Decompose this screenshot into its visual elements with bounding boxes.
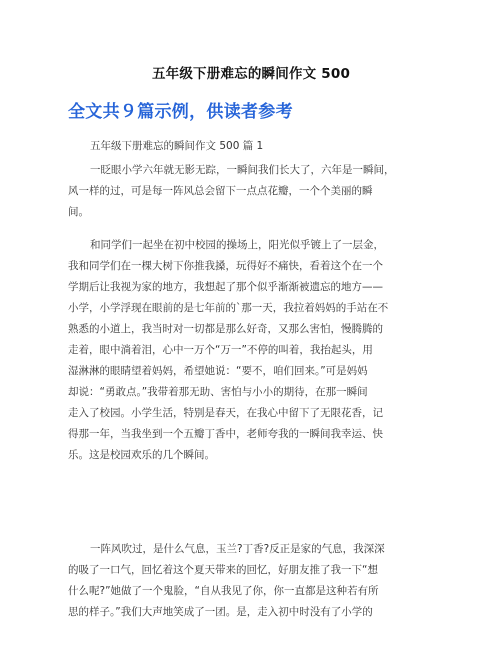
paragraph [68, 539, 440, 623]
paragraph-line: 学期后让我视为家的地方，我想起了那个似乎渐渐被遗忘的地方—— [68, 281, 383, 293]
article-heading: 五年级下册难忘的瞬间作文 500 篇 1 [90, 140, 264, 152]
paragraph-line: 思的样子。”我们大声地笑成了一团。是，走入初中时没有了小学的 [68, 606, 373, 618]
paragraph-line: 一眨眼小学六年就无影无踪，一瞬间我们长大了，六年是一瞬间， [90, 164, 395, 176]
paragraph-line: 走着，眼中淌着泪，心中一万个“万一”不停的叫着，我抬起头，用 [68, 344, 373, 356]
paragraph-line: 一阵风吹过，是什么气息，玉兰?丁香?反正是家的气息，我深深 [90, 543, 385, 555]
paragraph-line: 风一样的过，可是每一阵风总会留下一点点花瓣，一个个美丽的瞬 [68, 185, 373, 197]
paragraph-line: 熟悉的小道上，我当时对一切都是那么好奇，又那么害怕，慢腾腾的 [68, 323, 383, 335]
paragraph-line: 得那一年，当我坐到一个五瓣丁香中，老师夸我的一瞬间我幸运、快 [68, 428, 383, 440]
paragraph-line: 和同学们一起坐在初中校园的操场上，阳光似乎镀上了一层金， [90, 239, 384, 251]
paragraph-line: 间。 [68, 206, 89, 218]
paragraph-line: 却说：“勇敢点。”我带着那无助、害怕与小小的期待，在那一瞬间 [68, 386, 368, 398]
paragraph-line: 乐。这是校园欢乐的几个瞬间。 [68, 449, 215, 461]
paragraph-line: 小学，小学浮现在眼前的是七年前的`那一天，我拉着妈妈的手站在不 [68, 302, 389, 314]
document-title: 五年级下册难忘的瞬间作文 500 [151, 66, 351, 82]
paragraph-line: 的吸了一口气，回忆着这个夏天带来的回忆，好朋友推了我一下“想 [68, 564, 378, 576]
document-subtitle: 全文共９篇示例，供读者参考 [68, 102, 293, 122]
paragraph-line: 湿淋淋的眼睛望着妈妈，希望她说：“要不，咱们回来。”可是妈妈 [68, 365, 368, 377]
paragraph [68, 235, 440, 466]
paragraph-line: 什么呢?”她做了一个鬼脸，“自从我见了你，你一直都是这种若有所 [68, 585, 379, 597]
paragraph-line: 我和同学们在一棵大树下你推我搡，玩得好不痛快，看着这个在一个 [68, 260, 383, 272]
paragraph-line: 走入了校园。小学生活，特别是春天，在我心中留下了无限花香，记 [68, 407, 383, 419]
paragraph [68, 160, 440, 223]
